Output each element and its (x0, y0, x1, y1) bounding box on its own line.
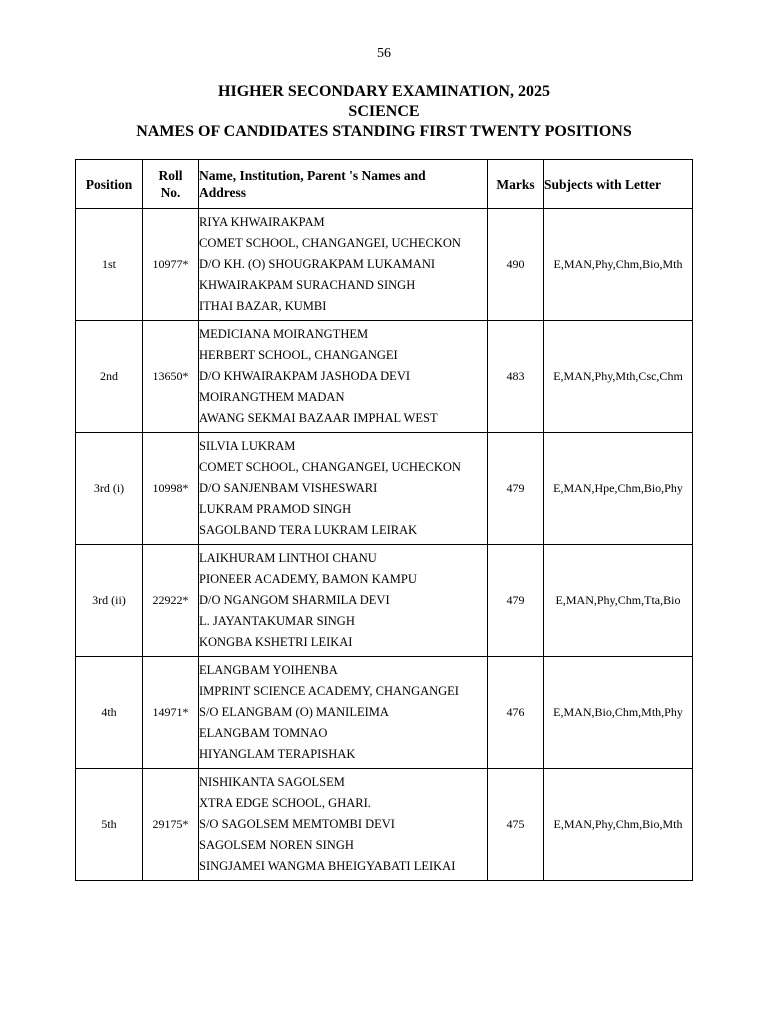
candidate-detail-line: S/O SAGOLSEM MEMTOMBI DEVI (199, 817, 395, 831)
roll-number-cell: 10998* (143, 433, 199, 545)
candidate-detail-line: XTRA EDGE SCHOOL, GHARI. (199, 796, 371, 810)
subjects-cell: E,MAN,Phy,Chm,Tta,Bio (544, 545, 693, 657)
candidate-details-cell (199, 545, 488, 657)
header-roll-line1: Roll (158, 168, 183, 183)
page-number: 56 (377, 46, 391, 61)
candidate-detail-line: D/O KH. (O) SHOUGRAKPAM LUKAMANI (199, 257, 436, 271)
roll-number-cell: 29175* (143, 769, 199, 881)
candidate-detail-line: ELANGBAM YOIHENBA (199, 663, 338, 677)
position-cell: 5th (76, 769, 143, 881)
candidate-detail-line: D/O NGANGOM SHARMILA DEVI (199, 593, 390, 607)
roll-number-cell: 22922* (143, 545, 199, 657)
marks-cell: 483 (488, 321, 544, 433)
results-body (76, 209, 693, 881)
candidate-detail-line: NISHIKANTA SAGOLSEM (199, 775, 345, 789)
roll-number-cell: 10977* (143, 209, 199, 321)
candidate-detail-line: KHWAIRAKPAM SURACHAND SINGH (199, 278, 416, 292)
candidate-detail-line: COMET SCHOOL, CHANGANGEI, UCHECKON (199, 460, 461, 474)
candidate-detail-line: LAIKHURAM LINTHOI CHANU (199, 551, 377, 565)
marks-cell: 479 (488, 433, 544, 545)
table-row (76, 657, 693, 769)
subjects-cell: E,MAN,Phy,Chm,Bio,Mth (544, 209, 693, 321)
candidate-detail-line: PIONEER ACADEMY, BAMON KAMPU (199, 572, 417, 586)
candidate-details-cell (199, 657, 488, 769)
header-roll-no (143, 160, 199, 209)
candidate-detail-line: D/O SANJENBAM VISHESWARI (199, 481, 378, 495)
subjects-cell: E,MAN,Phy,Mth,Csc,Chm (544, 321, 693, 433)
candidate-detail-line: D/O KHWAIRAKPAM JASHODA DEVI (199, 369, 411, 383)
header-name-line2: Address (199, 185, 247, 200)
candidate-details-cell (199, 433, 488, 545)
candidate-detail-line: MOIRANGTHEM MADAN (199, 390, 345, 404)
candidate-detail-line: KONGBA KSHETRI LEIKAI (199, 635, 353, 649)
header-subjects: Subjects with Letter (544, 160, 693, 209)
position-cell: 4th (76, 657, 143, 769)
candidate-details-cell (199, 209, 488, 321)
table-row (76, 209, 693, 321)
table-row (76, 433, 693, 545)
marks-cell: 475 (488, 769, 544, 881)
candidate-details-cell (199, 769, 488, 881)
table-row (76, 769, 693, 881)
marks-cell: 490 (488, 209, 544, 321)
header-roll-line2: No. (160, 185, 181, 200)
candidate-detail-line: HIYANGLAM TERAPISHAK (199, 747, 356, 761)
header-name-details (199, 160, 488, 209)
header-name-line1: Name, Institution, Parent 's Names and (199, 168, 426, 183)
position-cell: 3rd (ii) (76, 545, 143, 657)
candidate-detail-line: SAGOLSEM NOREN SINGH (199, 838, 354, 852)
candidate-detail-line: LUKRAM PRAMOD SINGH (199, 502, 352, 516)
table-row (76, 321, 693, 433)
candidate-detail-line: S/O ELANGBAM (O) MANILEIMA (199, 705, 389, 719)
marks-cell: 476 (488, 657, 544, 769)
stream-title: SCIENCE (348, 103, 420, 120)
subjects-cell: E,MAN,Bio,Chm,Mth,Phy (544, 657, 693, 769)
page-heading (0, 82, 768, 142)
candidate-detail-line: MEDICIANA MOIRANGTHEM (199, 327, 369, 341)
candidate-detail-line: HERBERT SCHOOL, CHANGANGEI (199, 348, 398, 362)
results-table (75, 159, 693, 881)
candidate-detail-line: ELANGBAM TOMNAO (199, 726, 328, 740)
candidate-detail-line: IMPRINT SCIENCE ACADEMY, CHANGANGEI (199, 684, 459, 698)
candidate-detail-line: SILVIA LUKRAM (199, 439, 296, 453)
candidate-detail-line: SINGJAMEI WANGMA BHEIGYABATI LEIKAI (199, 859, 456, 873)
candidate-details-cell (199, 321, 488, 433)
position-cell: 3rd (i) (76, 433, 143, 545)
table-row (76, 545, 693, 657)
candidate-detail-line: COMET SCHOOL, CHANGANGEI, UCHECKON (199, 236, 461, 250)
header-position: Position (76, 160, 143, 209)
roll-number-cell: 13650* (143, 321, 199, 433)
position-cell: 1st (76, 209, 143, 321)
subjects-cell: E,MAN,Hpe,Chm,Bio,Phy (544, 433, 693, 545)
candidate-detail-line: L. JAYANTAKUMAR SINGH (199, 614, 355, 628)
candidate-detail-line: ITHAI BAZAR, KUMBI (199, 299, 327, 313)
list-title: NAMES OF CANDIDATES STANDING FIRST TWENTY POSITIONS (136, 123, 632, 140)
roll-number-cell: 14971* (143, 657, 199, 769)
table-header-row (76, 160, 693, 209)
header-marks: Marks (488, 160, 544, 209)
position-cell: 2nd (76, 321, 143, 433)
subjects-cell: E,MAN,Phy,Chm,Bio,Mth (544, 769, 693, 881)
candidate-detail-line: AWANG SEKMAI BAZAAR IMPHAL WEST (199, 411, 438, 425)
marks-cell: 479 (488, 545, 544, 657)
candidate-detail-line: RIYA KHWAIRAKPAM (199, 215, 325, 229)
exam-title: HIGHER SECONDARY EXAMINATION, 2025 (218, 83, 550, 100)
candidate-detail-line: SAGOLBAND TERA LUKRAM LEIRAK (199, 523, 418, 537)
